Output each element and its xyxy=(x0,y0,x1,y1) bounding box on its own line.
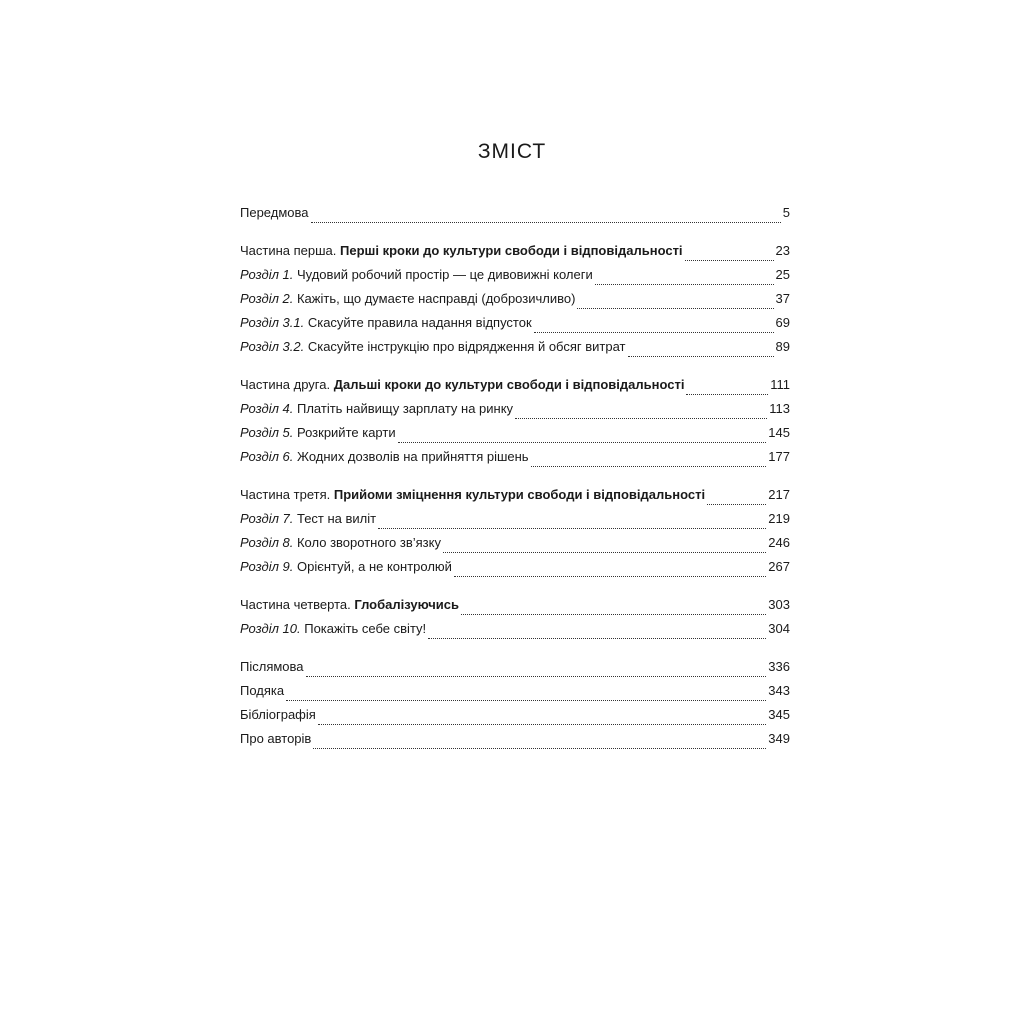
page-number: 69 xyxy=(775,315,790,330)
toc-part-row[interactable] xyxy=(240,377,790,401)
part-prefix: Частина друга. xyxy=(240,377,334,392)
chapter-number: Розділ 8. xyxy=(240,535,294,550)
entry-heading xyxy=(240,291,575,306)
entry-heading xyxy=(240,659,304,674)
dot-leader xyxy=(443,552,766,553)
part-title: Дальші кроки до культури свободи і відповідальності xyxy=(333,377,685,392)
page-number: 304 xyxy=(768,621,790,636)
entry-title: Коло зворотного зв’язку xyxy=(293,535,441,550)
dot-leader xyxy=(595,284,774,285)
page-number: 37 xyxy=(775,291,790,306)
page-number: 219 xyxy=(768,511,790,526)
dot-leader xyxy=(628,356,774,357)
toc-part-row[interactable] xyxy=(240,243,790,267)
dot-leader xyxy=(707,504,766,505)
entry-title: Розкрийте карти xyxy=(293,425,396,440)
toc-chapter-row[interactable] xyxy=(240,511,790,535)
entry-heading xyxy=(240,339,626,354)
entry-title: Орієнтуй, а не контролюй xyxy=(293,559,452,574)
entry-title: Покажіть себе світу! xyxy=(300,621,427,636)
page-number: 303 xyxy=(768,597,790,612)
part-title: Глобалізуючись xyxy=(354,597,459,612)
entry-heading xyxy=(240,401,513,416)
page-number: 5 xyxy=(782,205,790,220)
dot-leader xyxy=(318,724,766,725)
entry-heading xyxy=(240,511,376,526)
page-number: 343 xyxy=(768,683,790,698)
toc-group xyxy=(240,597,790,645)
part-title: Прийоми зміцнення культури свободи і відповідальності xyxy=(333,487,706,502)
toc-chapter-row[interactable] xyxy=(240,535,790,559)
chapter-number: Розділ 4. xyxy=(240,401,294,416)
entry-heading xyxy=(240,731,311,746)
chapter-number: Розділ 10. xyxy=(240,621,301,636)
table-of-contents xyxy=(240,205,790,769)
toc-group xyxy=(240,377,790,473)
dot-leader xyxy=(685,260,774,261)
entry-heading xyxy=(240,621,426,636)
page-number: 111 xyxy=(770,377,790,392)
chapter-number: Розділ 3.2. xyxy=(240,339,305,354)
entry-heading xyxy=(240,267,593,282)
entry-title: Подяка xyxy=(240,683,285,698)
chapter-number: Розділ 1. xyxy=(240,267,294,282)
chapter-number: Розділ 5. xyxy=(240,425,294,440)
part-prefix: Частина перша. xyxy=(240,243,341,258)
entry-title: Післямова xyxy=(240,659,304,674)
toc-entry-row[interactable] xyxy=(240,707,790,731)
toc-chapter-row[interactable] xyxy=(240,449,790,473)
part-prefix: Частина четверта. xyxy=(240,597,355,612)
dot-leader xyxy=(577,308,773,309)
page-number: 89 xyxy=(775,339,790,354)
entry-title: Бібліографія xyxy=(240,707,316,722)
entry-heading xyxy=(240,425,396,440)
entry-title: Скасуйте правила надання відпусток xyxy=(304,315,532,330)
entry-heading xyxy=(240,449,529,464)
entry-heading xyxy=(240,315,532,330)
entry-title: Про авторів xyxy=(240,731,312,746)
page-number: 113 xyxy=(769,401,790,416)
toc-entry-row[interactable] xyxy=(240,205,790,229)
dot-leader xyxy=(461,614,766,615)
page-number: 345 xyxy=(768,707,790,722)
page-number: 25 xyxy=(775,267,790,282)
dot-leader xyxy=(686,394,768,395)
toc-chapter-row[interactable] xyxy=(240,425,790,449)
chapter-number: Розділ 3.1. xyxy=(240,315,305,330)
dot-leader xyxy=(378,528,766,529)
entry-title: Жодних дозволів на прийняття рішень xyxy=(293,449,529,464)
chapter-number: Розділ 6. xyxy=(240,449,294,464)
toc-chapter-row[interactable] xyxy=(240,401,790,425)
entry-title: Платіть найвищу зарплату на ринку xyxy=(293,401,514,416)
entry-title: Кажіть, що думаєте насправді (доброзичливо) xyxy=(293,291,576,306)
dot-leader xyxy=(311,222,781,223)
entry-heading xyxy=(240,559,452,574)
toc-chapter-row[interactable] xyxy=(240,559,790,583)
entry-title: Тест на виліт xyxy=(293,511,377,526)
page-title: ЗМІСТ xyxy=(477,140,547,163)
dot-leader xyxy=(313,748,766,749)
dot-leader xyxy=(286,700,766,701)
part-heading xyxy=(240,597,459,612)
entry-title: Передмова xyxy=(240,205,309,220)
dot-leader xyxy=(531,466,767,467)
toc-group xyxy=(240,205,790,229)
toc-group xyxy=(240,243,790,363)
page-number: 217 xyxy=(768,487,790,502)
part-heading xyxy=(240,243,683,258)
page-number: 177 xyxy=(768,449,790,464)
entry-heading xyxy=(240,683,284,698)
entry-title: Скасуйте інструкцію про відрядження й обсяг витрат xyxy=(304,339,626,354)
chapter-number: Розділ 9. xyxy=(240,559,294,574)
toc-part-row[interactable] xyxy=(240,487,790,511)
toc-chapter-row[interactable] xyxy=(240,291,790,315)
toc-part-row[interactable] xyxy=(240,597,790,621)
part-heading xyxy=(240,487,705,502)
entry-heading xyxy=(240,707,316,722)
chapter-number: Розділ 7. xyxy=(240,511,294,526)
page-number: 349 xyxy=(768,731,790,746)
dot-leader xyxy=(398,442,767,443)
toc-entry-row[interactable] xyxy=(240,683,790,707)
toc-group xyxy=(240,659,790,755)
toc-entry-row[interactable] xyxy=(240,731,790,755)
part-title: Перші кроки до культури свободи і відповідальності xyxy=(340,243,683,258)
entry-title: Чудовий робочий простір — це дивовижні колеги xyxy=(293,267,593,282)
toc-entry-row[interactable] xyxy=(240,659,790,683)
page-number: 246 xyxy=(768,535,790,550)
toc-chapter-row[interactable] xyxy=(240,315,790,339)
dot-leader xyxy=(428,638,766,639)
entry-heading xyxy=(240,205,309,220)
part-prefix: Частина третя. xyxy=(240,487,334,502)
dot-leader xyxy=(454,576,766,577)
entry-heading xyxy=(240,535,441,550)
toc-chapter-row[interactable] xyxy=(240,621,790,645)
toc-group xyxy=(240,487,790,583)
dot-leader xyxy=(515,418,767,419)
page-number: 267 xyxy=(768,559,790,574)
toc-chapter-row[interactable] xyxy=(240,267,790,291)
page-number: 145 xyxy=(768,425,790,440)
chapter-number: Розділ 2. xyxy=(240,291,294,306)
dot-leader xyxy=(306,676,767,677)
page-number: 23 xyxy=(775,243,790,258)
page-number: 336 xyxy=(768,659,790,674)
part-heading xyxy=(240,377,684,392)
toc-chapter-row[interactable] xyxy=(240,339,790,363)
dot-leader xyxy=(534,332,774,333)
